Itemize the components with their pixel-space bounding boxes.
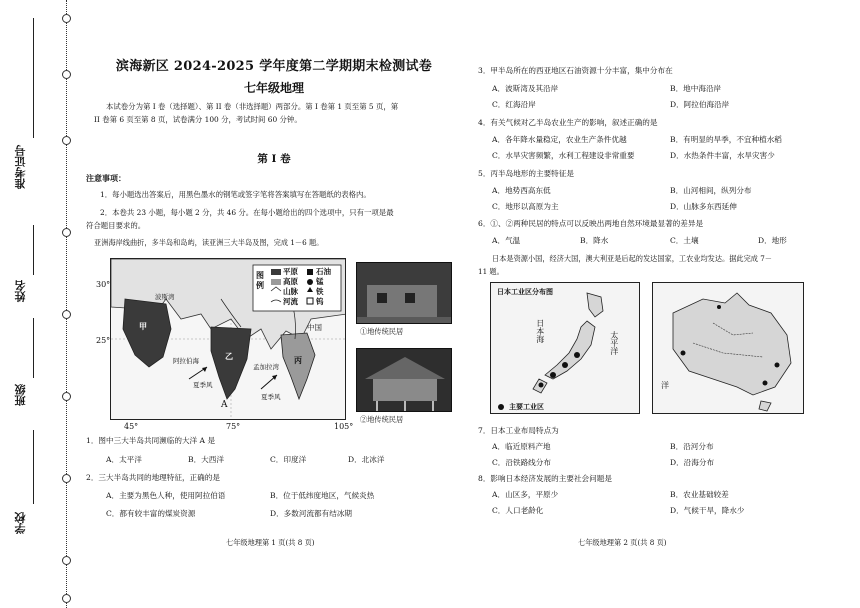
- q2-option-a[interactable]: A．主要为黑色人种，使用阿拉伯语: [106, 491, 226, 500]
- label-jia: 甲: [139, 321, 147, 331]
- q4-option-c[interactable]: C．水旱灾害频繁，水利工程建设非常重要: [492, 151, 635, 160]
- legend-oil: 石油: [316, 267, 331, 276]
- q7-option-a[interactable]: A．临近原料产地: [492, 442, 551, 451]
- q5-option-b[interactable]: B．山河相间，纵列分布: [670, 186, 752, 195]
- legend-river: 河流: [283, 297, 298, 306]
- indochina-peninsula: [281, 333, 315, 399]
- q8-option-b[interactable]: B．农业基础较差: [670, 490, 729, 499]
- australia-industry-map: [652, 282, 804, 414]
- q3-option-d[interactable]: D．阿拉伯海沿岸: [670, 100, 730, 109]
- q5-option-d[interactable]: D．山脉多东西延伸: [670, 202, 737, 211]
- q4-option-b[interactable]: B．有明显的旱季，不宜种植水稻: [670, 135, 782, 144]
- question-7: 7．日本工业布局特点为: [478, 426, 559, 435]
- notice-item-1: 1．每小题选出答案后，用黑色墨水的钢笔或签字笔将答案填写在答题纸的表格内。: [100, 190, 371, 199]
- legend-plateau: 高原: [283, 277, 298, 286]
- question-8: 8．影响日本经济发展的主要社会问题是: [478, 474, 612, 483]
- page-1-footer: 七年级地理第 1 页(共 8 页): [226, 538, 315, 547]
- binding-strip: [0, 0, 78, 608]
- dwelling-photo-1: [356, 262, 452, 324]
- binding-hole: [62, 310, 71, 319]
- intro-line-1: 本试卷分为第 I 卷（选择题）、第 II 卷（非选择题）两部分。第 I 卷第 1 页至第 5 页，第: [106, 102, 399, 111]
- context-q7-11-line-2: 11 题。: [478, 267, 504, 276]
- japan-map-title: 日本工业区分布图: [497, 287, 553, 296]
- map-drawing: [111, 259, 346, 420]
- q7-option-d[interactable]: D．沿海分布: [670, 458, 715, 467]
- label-ocean-A: A: [221, 400, 228, 410]
- label-bengal-bay: 孟加拉湾: [253, 363, 279, 371]
- q8-option-c[interactable]: C．人口老龄化: [492, 506, 544, 515]
- lon-75-label: 75°: [226, 422, 241, 431]
- binding-hole: [62, 70, 71, 79]
- q3-option-a[interactable]: A．波斯湾及其沿岸: [492, 84, 559, 93]
- label-arabian-sea: 阿拉伯海: [173, 357, 199, 365]
- q2-option-c[interactable]: C．都有较丰富的煤炭资源: [106, 509, 196, 518]
- notice-title: 注意事项：: [86, 173, 126, 183]
- dwelling-photo-1-caption: ①地传统民居: [360, 327, 404, 336]
- binding-hole: [62, 228, 71, 237]
- lon-105-label: 105°: [334, 422, 354, 431]
- notice-item-2a: 2．本卷共 23 小题，每小题 2 分，共 46 分。在每小题给出的四个选项中，只有一项是最: [100, 208, 394, 217]
- page-2-footer: 七年级地理第 2 页(共 8 页): [578, 538, 667, 547]
- school-blank[interactable]: [33, 430, 34, 504]
- exam-subtitle: 七年级地理: [243, 81, 304, 95]
- legend-mountain: 山脉: [283, 287, 298, 296]
- name-blank[interactable]: [33, 225, 34, 275]
- q4-option-d[interactable]: D．水热条件丰富，水旱灾害少: [670, 151, 775, 160]
- asia-peninsula-map: [110, 258, 346, 420]
- legend-tungsten: 钨: [316, 297, 324, 306]
- dwelling-photo-1-drawing: [357, 263, 452, 324]
- q1-option-a[interactable]: A．太平洋: [106, 455, 142, 464]
- arabian-peninsula: [123, 299, 171, 367]
- binding-hole: [62, 392, 71, 401]
- notice-item-2b: 符合题目要求的。: [86, 221, 146, 230]
- name-label: 姓名: [14, 280, 27, 302]
- school-label: 学校: [14, 512, 27, 534]
- intro-line-2: II 卷第 6 页至第 8 页，试卷满分 100 分，考试时间 60 分钟。: [94, 114, 302, 124]
- question-6: 6．①、②两种民居的特点可以反映出两地自然环境最显著的差异是: [478, 219, 704, 228]
- q6-option-a[interactable]: A．气温: [492, 236, 521, 245]
- q7-option-c[interactable]: C．沿铁路线分布: [492, 458, 551, 467]
- context-q7-11-line-1: 日本是资源小国，经济大国，澳大利亚是后起的发达国家，工农业均发达。据此完成 7－: [492, 254, 772, 263]
- exam-number-blank[interactable]: [33, 18, 34, 138]
- lat-25-label: 25°: [96, 336, 111, 345]
- context-q1-6: 亚洲海岸线曲折，多半岛和岛屿，读亚洲三大半岛及图，完成 1－6 题。: [94, 238, 324, 247]
- question-3: 3．甲半岛所在的西亚地区石油资源十分丰富，集中分布在: [478, 66, 673, 75]
- japan-industry-map: [490, 282, 640, 414]
- q2-option-d[interactable]: D．多数河流都有结冰期: [270, 509, 353, 518]
- exam-number-label: 准考证号: [14, 145, 27, 189]
- section-1-heading: 第 I 卷: [257, 153, 291, 165]
- q8-option-d[interactable]: D．气候干旱，降水少: [670, 506, 745, 515]
- binding-dotted-line: [66, 0, 67, 608]
- page-2: [470, 0, 850, 608]
- label-china: 中国: [307, 323, 322, 332]
- page-1: [80, 0, 452, 608]
- q5-option-c[interactable]: C．地形以高原为主: [492, 202, 559, 211]
- q1-option-c[interactable]: C．印度洋: [270, 455, 307, 464]
- question-5: 5．丙半岛地形的主要特征是: [478, 169, 574, 178]
- q5-option-a[interactable]: A．地势西高东低: [492, 186, 551, 195]
- label-persian-gulf: 波斯湾: [155, 293, 175, 301]
- class-label: 班级: [14, 384, 27, 406]
- q3-option-c[interactable]: C．红海沿岸: [492, 100, 536, 109]
- question-1: 1．图中三大半岛共同濒临的大洋 A 是: [86, 436, 216, 445]
- binding-hole: [62, 594, 71, 603]
- japan-map-sea-label: 日本海: [535, 319, 545, 343]
- q6-option-d[interactable]: D．地形: [758, 236, 787, 245]
- indian-peninsula: [211, 327, 251, 399]
- question-2: 2．三大半岛共同的地理特征，正确的是: [86, 473, 220, 482]
- japan-map-legend: 主要工业区: [509, 402, 544, 411]
- legend-plain: 平原: [283, 267, 298, 276]
- label-bing: 丙: [294, 355, 302, 365]
- japan-map-pacific-label: 太平洋: [609, 331, 619, 355]
- q6-option-b[interactable]: B．降水: [580, 236, 609, 245]
- dwelling-photo-2-drawing: [357, 349, 452, 412]
- q1-option-b[interactable]: B．大西洋: [188, 455, 224, 464]
- label-summer-monsoon-1: 夏季风: [193, 381, 213, 389]
- australia-map-drawing: [653, 283, 804, 414]
- australia-map-ocean-label: 洋: [661, 381, 669, 390]
- binding-hole: [62, 474, 71, 483]
- q6-option-c[interactable]: C．土壤: [670, 236, 699, 245]
- lon-45-label: 45°: [124, 422, 139, 431]
- dwelling-photo-2-caption: ②地传统民居: [360, 415, 404, 424]
- exam-title: 滨海新区 2024-2025 学年度第二学期期末检测试卷: [115, 59, 433, 74]
- q1-option-d[interactable]: D．北冰洋: [348, 455, 385, 464]
- dwelling-photo-2: [356, 348, 452, 412]
- question-4: 4．有关气候对乙半岛农业生产的影响，叙述正确的是: [478, 118, 658, 127]
- q7-option-b[interactable]: B．沿河分布: [670, 442, 714, 451]
- q8-option-a[interactable]: A．山区多，平原少: [492, 490, 559, 499]
- legend-manganese: 锰: [316, 277, 324, 286]
- q4-option-a[interactable]: A．各年降水量稳定，农业生产条件优越: [492, 135, 627, 144]
- label-summer-monsoon-2: 夏季风: [261, 393, 281, 401]
- q3-option-b[interactable]: B．地中海沿岸: [670, 84, 722, 93]
- exam-intro: [94, 101, 456, 127]
- label-yi: 乙: [225, 351, 233, 361]
- legend-title: 图例: [256, 270, 264, 290]
- binding-hole: [62, 136, 71, 145]
- binding-hole: [62, 556, 71, 565]
- binding-hole: [62, 14, 71, 23]
- class-blank[interactable]: [33, 318, 34, 378]
- legend-iron: 铁: [316, 287, 324, 296]
- lat-30-label: 30°: [96, 280, 111, 289]
- q2-option-b[interactable]: B．位于低纬度地区，气候炎热: [270, 491, 375, 500]
